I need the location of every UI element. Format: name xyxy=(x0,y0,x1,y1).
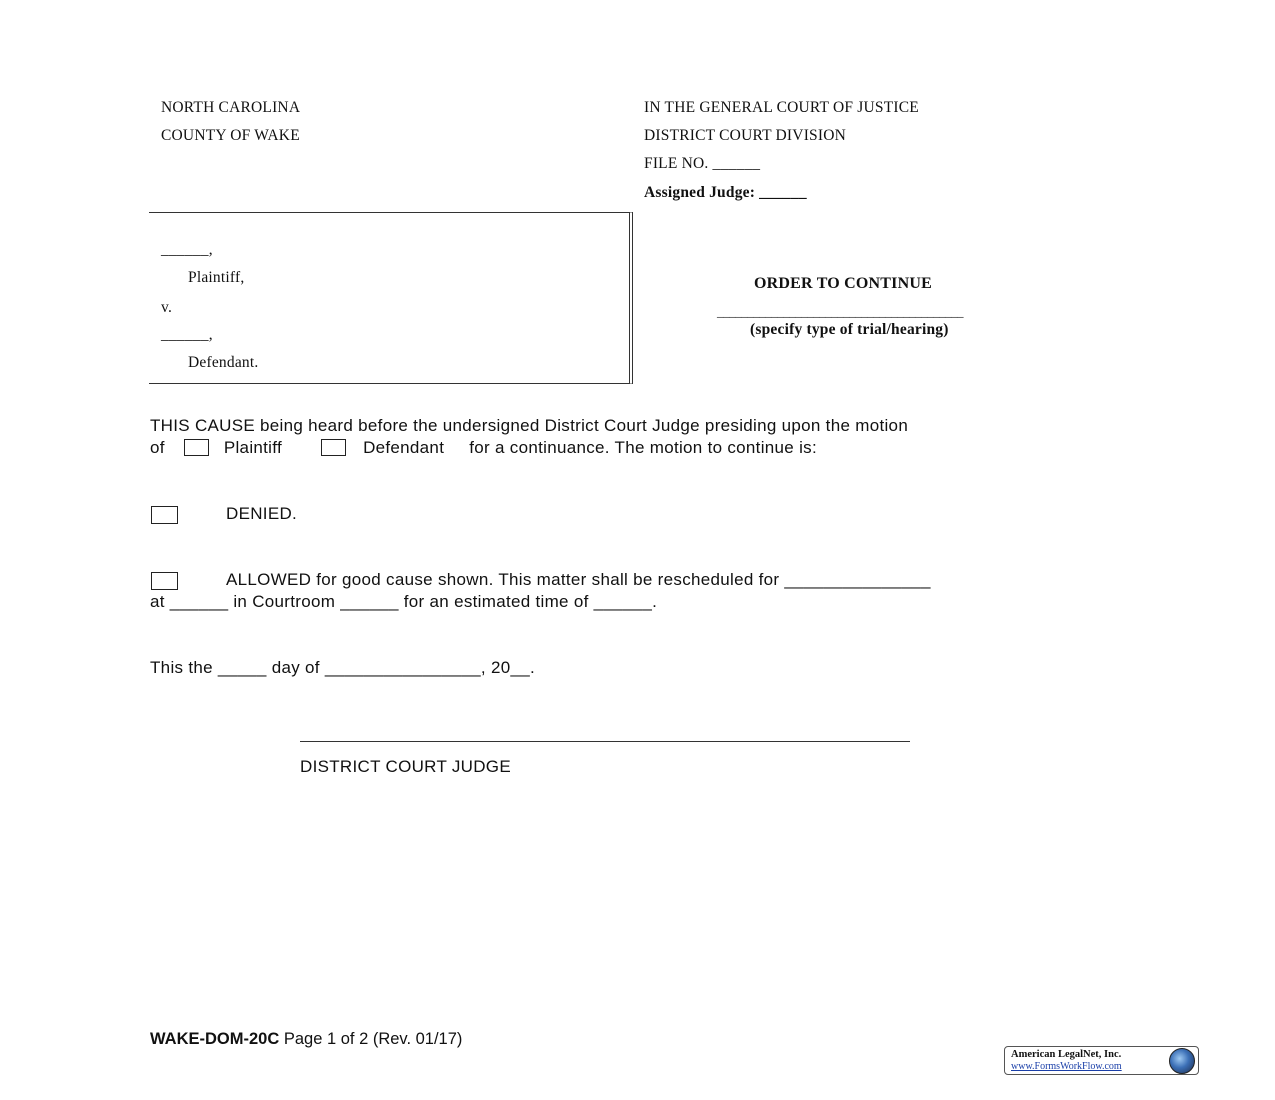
reschedule-details-line[interactable]: at ______ in Courtroom ______ for an estimated time of ______. xyxy=(150,592,658,611)
globe-icon xyxy=(1169,1048,1195,1074)
denied-label: DENIED. xyxy=(226,504,298,523)
allowed-label: ALLOWED for good cause shown. This matter shall be rescheduled for _______________ xyxy=(226,570,931,589)
judge-signature-label: DISTRICT COURT JUDGE xyxy=(300,757,511,776)
form-footer xyxy=(150,1030,462,1049)
county-name: COUNTY OF WAKE xyxy=(161,127,300,144)
intro-tail: for a continuance. The motion to continue is: xyxy=(469,438,817,457)
judge-signature-line-text xyxy=(300,724,331,725)
denied-checkbox[interactable] xyxy=(151,506,178,524)
plaintiff-name-field[interactable]: ______, xyxy=(161,241,213,258)
defendant-name-field[interactable]: ______, xyxy=(161,326,213,343)
motion-party-row xyxy=(150,438,817,458)
assigned-judge-field[interactable]: Assigned Judge: ______ xyxy=(644,184,807,201)
of-label: of xyxy=(150,438,165,457)
file-number-field[interactable]: FILE NO. ______ xyxy=(644,155,761,172)
plaintiff-option-label: Plaintiff xyxy=(223,438,282,457)
trial-type-field[interactable]: _________________________________________ xyxy=(717,304,963,319)
plaintiff-checkbox[interactable] xyxy=(184,439,209,456)
logo-url-link[interactable]: www.FormsWorkFlow.com xyxy=(1011,1061,1122,1072)
logo-company: American LegalNet, Inc. xyxy=(1011,1049,1122,1060)
state-name: NORTH CAROLINA xyxy=(161,99,301,116)
defendant-label: Defendant. xyxy=(188,354,259,371)
court-division: DISTRICT COURT DIVISION xyxy=(644,127,847,144)
defendant-checkbox[interactable] xyxy=(321,439,346,456)
judge-signature-line[interactable] xyxy=(300,741,910,742)
order-title: ORDER TO CONTINUE xyxy=(754,275,932,292)
date-line[interactable]: This the _____ day of ________________, 20__. xyxy=(150,658,535,677)
versus-label: v. xyxy=(161,299,173,316)
trial-type-hint: (specify type of trial/hearing) xyxy=(750,321,949,338)
legalnet-logo[interactable] xyxy=(1004,1046,1199,1075)
defendant-option-label: Defendant xyxy=(363,438,445,457)
court-name: IN THE GENERAL COURT OF JUSTICE xyxy=(644,99,919,116)
page-info: Page 1 of 2 (Rev. 01/17) xyxy=(279,1030,463,1048)
allowed-checkbox[interactable] xyxy=(151,572,178,590)
plaintiff-label: Plaintiff, xyxy=(188,269,245,286)
intro-line: THIS CAUSE being heard before the undersigned District Court Judge presiding upon the motion xyxy=(150,416,909,435)
form-id: WAKE-DOM-20C xyxy=(150,1030,280,1048)
